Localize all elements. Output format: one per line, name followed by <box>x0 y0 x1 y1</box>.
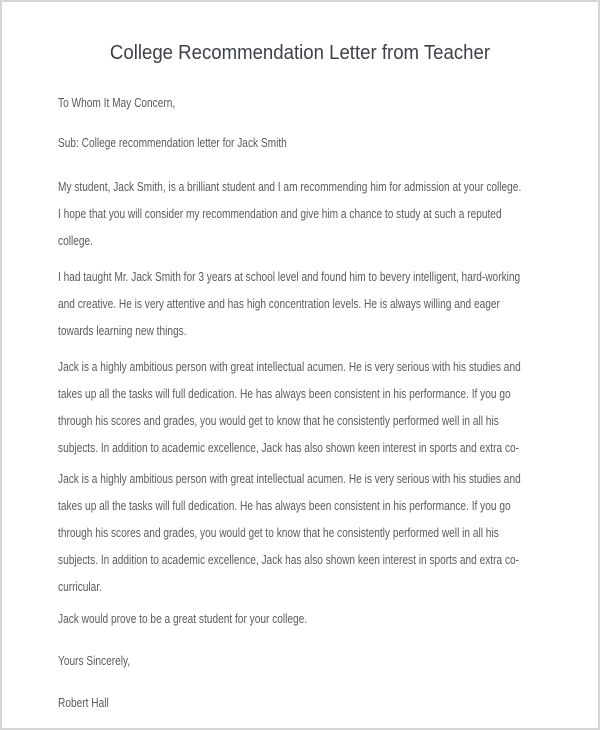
letter-line: takes up all the tasks will full dedication. He has always been consistent in his performance. If you go <box>58 498 511 513</box>
letter-line: I hope that you will consider my recommendation and give him a chance to study at such a reputed <box>58 206 502 221</box>
letter-line: curricular. <box>58 579 102 594</box>
letter-line: and creative. He is very attentive and has high concentration levels. He is always willing and eager <box>58 296 500 311</box>
paragraph-3-repeat <box>58 465 542 600</box>
signature-name: Robert Hall <box>58 695 109 710</box>
letter-line: takes up all the tasks will full dedication. He has always been consistent in his performance. If you go <box>58 386 511 401</box>
closing-line: Jack would prove to be a great student for your college. <box>58 611 308 626</box>
letter-line: I had taught Mr. Jack Smith for 3 years at school level and found him to bevery intelligent, hard-working <box>58 269 521 284</box>
letter-line: subjects. In addition to academic excellence, Jack has also shown keen interest in sports and extra co- <box>58 552 520 567</box>
letter-line: through his scores and grades, you would get to know that he consistently performed well in all his <box>58 413 499 428</box>
document-title: College Recommendation Letter from Teacher <box>109 42 491 64</box>
letter-line: through his scores and grades, you would get to know that he consistently performed well in all his <box>58 525 499 540</box>
letter-line: towards learning new things. <box>58 323 187 338</box>
paragraph-2 <box>58 263 542 344</box>
signoff-line: Yours Sincerely, <box>58 653 131 668</box>
letter-line: subjects. In addition to academic excellence, Jack has also shown keen interest in sports and extra co- <box>58 440 520 455</box>
paragraph-3 <box>58 353 542 461</box>
letter-line: college. <box>58 233 93 248</box>
letter-line: My student, Jack Smith, is a brilliant student and I am recommending him for admission at your college. <box>58 179 522 194</box>
greeting-line: To Whom It May Concern, <box>58 95 176 110</box>
subject-line: Sub: College recommendation letter for Jack Smith <box>58 135 287 150</box>
letter-line: Jack is a highly ambitious person with great intellectual acumen. He is very serious with his studies and <box>58 471 521 486</box>
letter-line: Jack is a highly ambitious person with great intellectual acumen. He is very serious with his studies and <box>58 359 521 374</box>
paragraph-1 <box>58 173 542 254</box>
